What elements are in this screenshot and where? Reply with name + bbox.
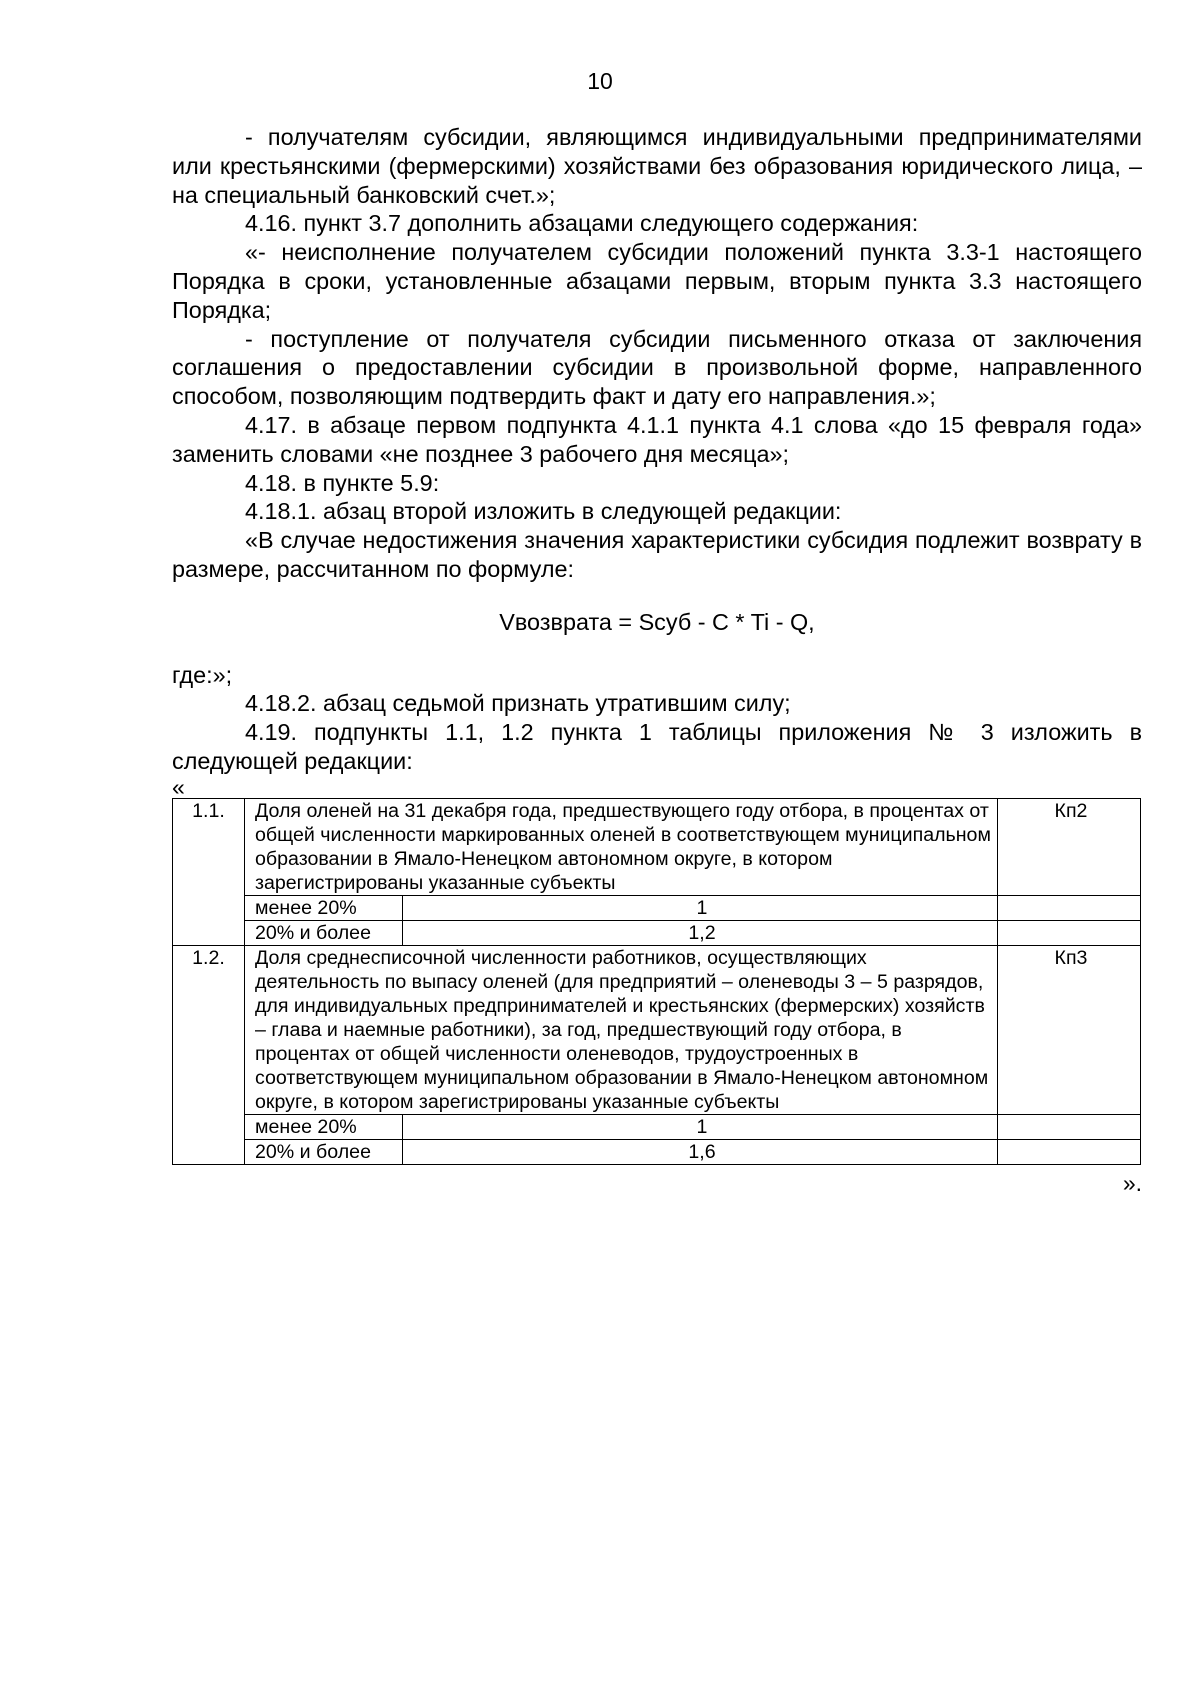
sub-label: менее 20% [245, 1114, 403, 1139]
paragraph: 4.18.1. абзац второй изложить в следующей редакции: [245, 498, 842, 525]
paragraph: 4.18.2. абзац седьмой признать утратившим силу; [245, 690, 791, 717]
table-row [173, 895, 1141, 920]
empty-cell [998, 920, 1141, 945]
table-row [173, 920, 1141, 945]
table-row [173, 798, 1141, 895]
sub-value: 1,6 [403, 1139, 998, 1164]
sub-label: 20% и более [245, 920, 403, 945]
paragraph: «- неисполнение получателем субсидии положений пункта 3.3-1 настоящего Порядка в сроки, установленные абзацами первым, вторым пункта 3.3 настоящего Порядка; [172, 239, 1142, 323]
row-code: Кп3 [998, 945, 1141, 1114]
paragraph: 4.17. в абзаце первом подпункта 4.1.1 пункта 4.1 слова «до 15 февраля года» заменить словами «не позднее 3 рабочего дня месяца»; [172, 411, 1142, 467]
empty-cell [998, 1139, 1141, 1164]
close-quote: ». [1122, 1169, 1142, 1196]
row-number: 1.2. [173, 945, 245, 1164]
row-number: 1.1. [173, 798, 245, 945]
table-row [173, 945, 1141, 1114]
sub-label: менее 20% [245, 895, 403, 920]
table-row [173, 1139, 1141, 1164]
sub-value: 1 [403, 1114, 998, 1139]
row-description: Доля среднесписочной численности работников, осуществляющих деятельность по выпасу оленей (для предприятий – оленеводы 3 – 5 разрядов, для индивидуальных предпринимателей и крестьянских (фермерских) хозяйств – глава и наемные работники), за год, предшествующий году отбора, в процентах от общей численности оленеводов, трудоустроенных в соответствующем муниципальном образовании в Ямало-Ненецком автономном округе, в котором зарегистрированы указанные субъекты [245, 945, 998, 1114]
row-description: Доля оленей на 31 декабря года, предшествующего году отбора, в процентах от общей численности маркированных оленей в соответствующем муниципальном образовании в Ямало-Ненецком автономном округе, в котором зарегистрированы указанные субъекты [245, 798, 998, 895]
open-quote: « [172, 773, 185, 800]
paragraph: «В случае недостижения значения характеристики субсидия подлежит возврату в размере, рассчитанном по формуле: [172, 527, 1142, 582]
paragraph: где:»; [172, 661, 233, 688]
sub-label: 20% и более [245, 1139, 403, 1164]
paragraph: 4.19. подпункты 1.1, 1.2 пункта 1 таблицы приложения № 3 изложить в следующей редакции: [172, 719, 1142, 774]
document-body [172, 123, 1142, 1198]
formula: Vвозврата = Sсуб - C * Ti - Q, [499, 608, 815, 635]
page-number: 10 [587, 68, 613, 94]
paragraph: 4.18. в пункте 5.9: [245, 469, 440, 496]
paragraph: - получателям субсидии, являющимся индивидуальными предпринимателями или крестьянскими (фермерскими) хозяйствами без образования юридического лица, – на специальный банковский счет.»; [172, 124, 1142, 208]
sub-value: 1,2 [403, 920, 998, 945]
row-code: Кп2 [998, 798, 1141, 895]
paragraph: - поступление от получателя субсидии письменного отказа от заключения соглашения о предоставлении субсидии в произвольной форме, направленного способом, позволяющим подтвердить факт и дату его направления.»; [172, 325, 1142, 410]
empty-cell [998, 895, 1141, 920]
table-row [173, 1114, 1141, 1139]
empty-cell [998, 1114, 1141, 1139]
criteria-table [172, 798, 1141, 1165]
paragraph: 4.16. пункт 3.7 дополнить абзацами следующего содержания: [245, 210, 919, 237]
sub-value: 1 [403, 895, 998, 920]
